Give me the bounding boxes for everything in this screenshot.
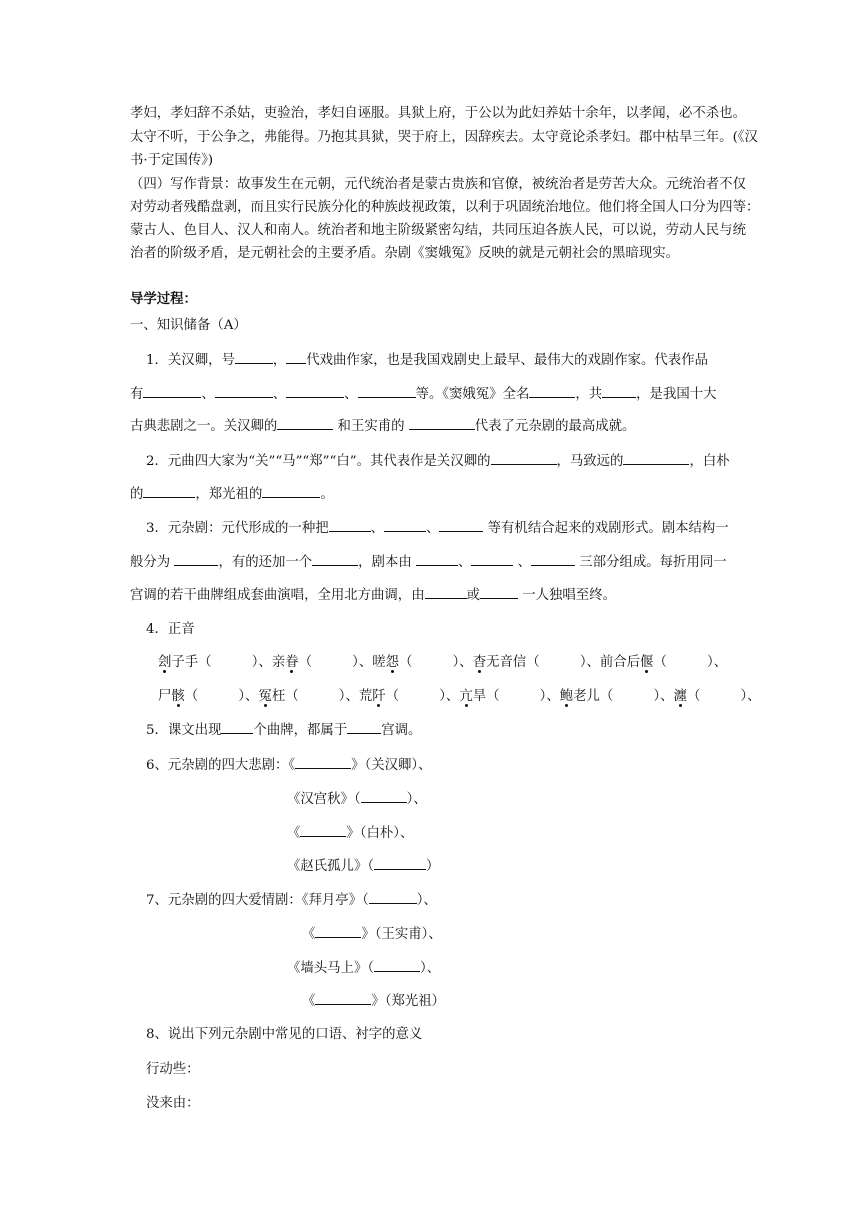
- answer-blank[interactable]: [286, 384, 344, 398]
- answer-blank[interactable]: [300, 823, 346, 837]
- answer-blank[interactable]: [531, 552, 575, 566]
- answer-blank[interactable]: [623, 451, 689, 465]
- question-7-line-4: 《 》（郑光祖）: [302, 991, 860, 1012]
- passage-line-2: 太守不听，于公争之，弗能得。乃抱其具狱，哭于府上，因辞疾去。太守竟论杀孝妇。郡中枯旱三年。(《汉: [130, 130, 758, 145]
- question-4-title: 4．正音: [146, 622, 195, 637]
- background-line-4: 治者的阶级矛盾，是元朝社会的主要矛盾。杂剧《窦娥冤》反映的就是元朝社会的黑暗现实。: [130, 246, 680, 261]
- answer-blank[interactable]: [215, 384, 273, 398]
- background-line-1: （四）写作背景：故事发生在元朝，元代统治者是蒙古贵族和官僚，被统治者是劳苦大众。元统治者不仅: [130, 177, 746, 192]
- answer-blank[interactable]: [416, 552, 458, 566]
- pronunciation-item: 尸骸（ ）、: [158, 689, 259, 704]
- question-8-title: 8、说出下列元杂剧中常见的口语、衬字的意义: [146, 1027, 423, 1042]
- answer-blank[interactable]: [174, 552, 218, 566]
- question-7-line-1: 7、元杂剧的四大爱情剧：《拜月亭》（ ）、: [146, 890, 746, 911]
- question-2-line-1: 2．元曲四大家为“关”“马”“郑”“白”。其代表作是关汉卿的 ，马致远的 ，白朴: [146, 451, 746, 472]
- pronunciation-row-2: [158, 687, 761, 707]
- pronunciation-item: 前合后偃（ ）、: [599, 655, 728, 670]
- section-heading: 导学过程：: [130, 291, 197, 307]
- question-1-line-3: 古典悲剧之一。关汉卿的 和王实甫的 代表了元杂剧的最高成就。: [130, 416, 730, 437]
- answer-blank[interactable]: [312, 552, 358, 566]
- answer-blank[interactable]: [361, 789, 407, 803]
- answer-blank[interactable]: [374, 958, 420, 972]
- pronunciation-item: 鲍老儿（ ）、: [559, 689, 674, 704]
- pronunciation-item: 荒阡（ ）、: [358, 689, 460, 704]
- question-5: 5．课文出现 个曲牌，都属于 宫调。: [146, 720, 746, 741]
- answer-blank[interactable]: [295, 755, 351, 769]
- passage-line-1: 孝妇，孝妇辞不杀姑，吏验治，孝妇自诬服。具狱上府，于公以为此妇养姑十余年，以孝闻，必不杀也。: [130, 106, 746, 121]
- answer-blank[interactable]: [347, 720, 381, 734]
- answer-blank[interactable]: [315, 991, 371, 1005]
- passage-line-3: 书·于定国传》): [130, 153, 214, 168]
- answer-blank[interactable]: [439, 518, 483, 532]
- pronunciation-item: 瀍（ ）、: [673, 689, 761, 704]
- answer-blank[interactable]: [358, 384, 416, 398]
- question-8-item-2: 没来由：: [146, 1096, 200, 1111]
- answer-blank[interactable]: [277, 416, 333, 430]
- answer-blank[interactable]: [143, 484, 195, 498]
- background-line-3: 蒙古人、色目人、汉人和南人。统治者和地主阶级紧密勾结，共同压迫各族人民，可以说，劳动人民与统: [130, 223, 746, 238]
- answer-blank[interactable]: [286, 350, 306, 364]
- answer-blank[interactable]: [602, 384, 636, 398]
- pronunciation-item: 亢旱（ ）、: [459, 689, 560, 704]
- question-3-line-2: 般分为 ，有的还加一个 ，剧本由 、 、 三部分组成。每折用同一: [130, 552, 730, 573]
- answer-blank[interactable]: [480, 585, 518, 599]
- answer-blank[interactable]: [425, 585, 467, 599]
- question-6-line-3: 《 》（白朴）、: [287, 823, 860, 844]
- pronunciation-item: 嗟怨（ ）、: [372, 655, 473, 670]
- question-1-line-1: 1．关汉卿，号 ， 代戏曲作家，也是我国戏剧史上最早、最伟大的戏剧作家。代表作品: [146, 350, 746, 371]
- answer-blank[interactable]: [374, 856, 426, 870]
- answer-blank[interactable]: [329, 518, 371, 532]
- question-7-line-3: 《墙头马上》（ ）、: [287, 958, 860, 979]
- question-6-line-2: 《汉宫秋》（ ）、: [287, 789, 860, 810]
- answer-blank[interactable]: [491, 451, 557, 465]
- question-2-line-2: 的 ，郑光祖的 。: [130, 484, 730, 505]
- answer-blank[interactable]: [143, 384, 201, 398]
- pronunciation-row-1: [158, 653, 758, 673]
- question-6-line-4: 《赵氏孤儿》（ ）: [287, 856, 860, 877]
- question-7-line-2: 《 》（王实甫）、: [302, 924, 860, 945]
- question-1-line-2: 有 、 、 、 等。《窦娥冤》全名 ，共 ，是我国十大: [130, 384, 730, 405]
- answer-blank[interactable]: [315, 924, 361, 938]
- answer-blank[interactable]: [409, 416, 475, 430]
- question-6-line-1: 6、元杂剧的四大悲剧：《 》（关汉卿）、: [146, 755, 746, 776]
- question-3-line-1: 3．元杂剧：元代形成的一种把 、 、 等有机结合起来的戏剧形式。剧本结构一: [146, 518, 746, 539]
- pronunciation-item: 杳无音信（ ）、: [472, 655, 600, 670]
- answer-blank[interactable]: [369, 890, 417, 904]
- question-8-item-1: 行动些：: [146, 1062, 200, 1077]
- answer-blank[interactable]: [529, 384, 575, 398]
- answer-blank[interactable]: [471, 552, 513, 566]
- answer-blank[interactable]: [262, 484, 320, 498]
- answer-blank[interactable]: [235, 350, 273, 364]
- answer-blank[interactable]: [384, 518, 426, 532]
- pronunciation-item: 刽子手（ ）、: [158, 655, 272, 670]
- question-3-line-3: 宫调的若干曲牌组成套曲演唱，全用北方曲调，由 或 一人独唱至终。: [130, 585, 730, 606]
- pronunciation-item: 亲眷（ ）、: [271, 655, 373, 670]
- background-line-2: 对劳动者残酷盘剥，而且实行民族分化的种族歧视政策，以利于巩固统治地位。他们将全国人口分为四等：: [130, 200, 760, 215]
- answer-blank[interactable]: [221, 720, 253, 734]
- pronunciation-item: 冤枉（ ）、: [258, 689, 359, 704]
- section-title-knowledge: 一、知识储备（A）: [130, 318, 247, 333]
